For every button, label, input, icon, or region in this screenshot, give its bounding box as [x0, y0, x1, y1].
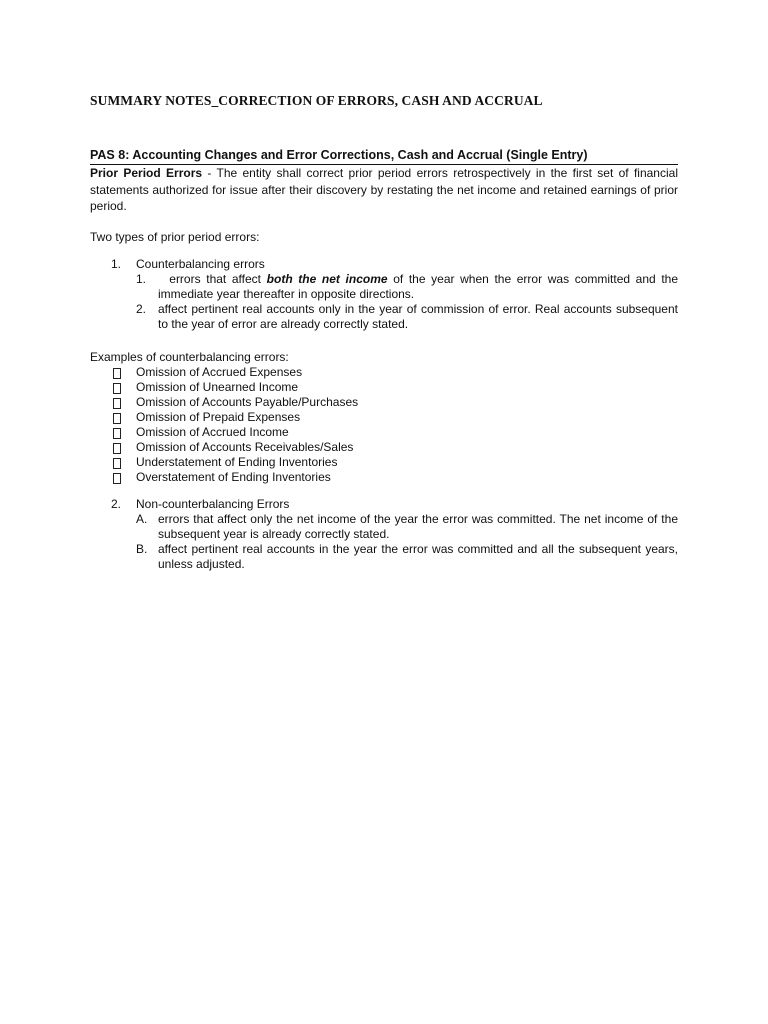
- list-item: [90, 440, 678, 455]
- sublist-letter: A.: [136, 512, 148, 526]
- list-item-counterbalancing: [90, 257, 678, 332]
- list-item: [90, 425, 678, 440]
- list-item: [90, 455, 678, 470]
- examples-intro: Examples of counterbalancing errors:: [90, 350, 289, 364]
- example-text: Omission of Prepaid Expenses: [136, 410, 301, 424]
- sublist-item: [136, 302, 678, 332]
- sublist-item: [136, 272, 678, 302]
- list-item-non-counterbalancing: [90, 497, 678, 572]
- example-text: Overstatement of Ending Inventories: [136, 470, 331, 484]
- list-label: Counterbalancing errors: [136, 257, 265, 271]
- list-item: [90, 395, 678, 410]
- sublist-text: errors that affect only the net income of the year the error was committed. The net income of the subsequent year is already correctly stated.: [158, 512, 678, 541]
- example-text: Omission of Unearned Income: [136, 380, 299, 394]
- counterbalancing-list: [90, 257, 678, 332]
- list-item: [90, 380, 678, 395]
- example-text: Omission of Accrued Income: [136, 425, 289, 439]
- example-text: Omission of Accounts Payable/Purchases: [136, 395, 359, 409]
- square-bullet-icon: [113, 428, 121, 439]
- list-item: [90, 365, 678, 380]
- emphasis-text: both the net income: [266, 272, 388, 286]
- square-bullet-icon: [113, 368, 121, 379]
- sublist-number: 1.: [136, 272, 147, 286]
- sublist-text-after: of the year when the error was committed and the immediate year thereafter in opposite directions.: [158, 272, 679, 301]
- document-page: [90, 90, 678, 572]
- list-number: 2.: [111, 497, 122, 511]
- sublist-text-before: errors that affect: [158, 272, 267, 286]
- sublist-letter: B.: [136, 542, 148, 556]
- square-bullet-icon: [113, 473, 121, 484]
- list-number: 1.: [111, 257, 122, 271]
- square-bullet-icon: [113, 398, 121, 409]
- sublist-item: [136, 542, 678, 572]
- square-bullet-icon: [113, 443, 121, 454]
- prior-period-text: - The entity shall correct prior period errors retrospectively in the first set of financial statements authorized for issue after their discovery by restating the net income and retained earnings of prior period.: [90, 166, 678, 213]
- non-counterbalancing-list: [90, 497, 678, 572]
- document-title: SUMMARY NOTES_CORRECTION OF ERRORS, CASH AND ACCRUAL: [90, 93, 543, 108]
- square-bullet-icon: [113, 458, 121, 469]
- example-text: Omission of Accrued Expenses: [136, 365, 303, 379]
- sublist-number: 2.: [136, 302, 147, 316]
- sublist-text: affect pertinent real accounts in the year the error was committed and all the subsequent years, unless adjusted.: [158, 542, 678, 571]
- types-intro: Two types of prior period errors:: [90, 229, 260, 244]
- prior-period-lead: Prior Period Errors: [90, 166, 203, 180]
- list-label: Non-counterbalancing Errors: [136, 497, 290, 511]
- examples-list: [90, 365, 678, 485]
- list-item: [90, 470, 678, 485]
- square-bullet-icon: [113, 383, 121, 394]
- non-counterbalancing-sublist: [136, 512, 678, 572]
- sublist-text: affect pertinent real accounts only in the year of commission of error. Real accounts subsequent to the year of error are already correctly stated.: [158, 302, 678, 331]
- counterbalancing-sublist: [136, 272, 678, 332]
- prior-period-paragraph: [90, 165, 678, 215]
- example-text: Omission of Accounts Receivables/Sales: [136, 440, 354, 454]
- sublist-item: [136, 512, 678, 542]
- list-item: [90, 410, 678, 425]
- square-bullet-icon: [113, 413, 121, 424]
- section-heading: PAS 8: Accounting Changes and Error Corrections, Cash and Accrual (Single Entry): [90, 147, 678, 165]
- example-text: Understatement of Ending Inventories: [136, 455, 338, 469]
